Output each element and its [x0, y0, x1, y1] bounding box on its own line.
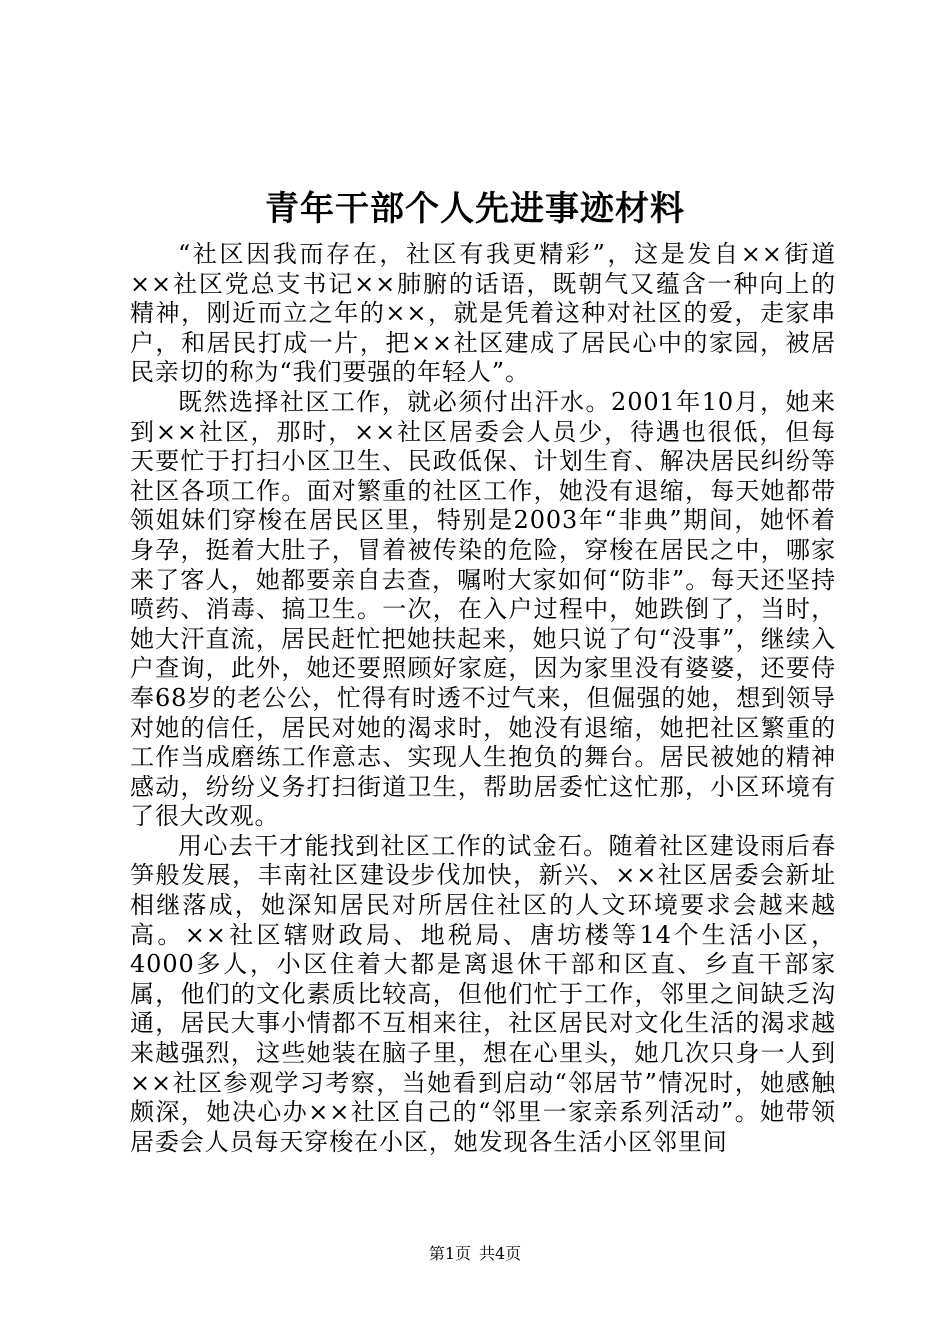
paragraph: 既然选择社区工作，就必须付出汗水。2001年10月，她来到××社区，那时，××社区居委会人员少，待遇也很低，但每天要忙于打扫小区卫生、民政低保、计划生育、解决居民纠纷等社区各项工作。面对繁重的社区工作，她没有退缩，每天她都带领姐妹们穿梭在居民区里，特别是2003年“非典”期间，她怀着身孕，挺着大肚子，冒着被传染的危险，穿梭在居民之中，哪家来了客人，她都要亲自去查，嘱咐大家如何“防非”。每天还坚持喷药、消毒、搞卫生。一次，在入户过程中，她跌倒了，当时，她大汗直流，居民赶忙把她扶起来，她只说了句“没事”，继续入户查询，此外，她还要照顾好家庭，因为家里没有婆婆，还要侍奉68岁的老公公，忙得有时透不过气来，但倔强的她，想到领导对她的信任，居民对她的渴求时，她没有退缩，她把社区繁重的工作当成磨练工作意志、实现人生抱负的舞台。居民被她的精神感动，纷纷义务打扫街道卫生，帮助居委忙这忙那，小区环境有了很大改观。 — [130, 387, 836, 831]
document-body — [130, 240, 836, 1157]
document-title: 青年干部个人先进事迹材料 — [265, 189, 685, 229]
page-footer — [0, 1242, 950, 1266]
paragraph: “社区因我而存在，社区有我更精彩”，这是发自××街道××社区党总支书记××肺腑的话语，既朝气又蕴含一种向上的精神，刚近而立之年的××，就是凭着这种对社区的爱，走家串户，和居民打成一片，把××社区建成了居民心中的家园，被居民亲切的称为“我们要强的年轻人”。 — [130, 240, 836, 387]
page-number: 第1页 — [428, 1244, 471, 1263]
paragraph: 用心去干才能找到社区工作的试金石。随着社区建设雨后春笋般发展，丰南社区建设步伐加快，新兴、××社区居委会新址相继落成，她深知居民对所居住社区的人文环境要求会越来越高。××社区辖财政局、地税局、唐坊楼等14个生活小区，4000多人，小区住着大都是离退休干部和区直、乡直干部家属，他们的文化素质比较高，但他们忙于工作，邻里之间缺乏沟通，居民大事小情都不互相来往，社区居民对文化生活的渴求越来越强烈，这些她装在脑子里，想在心里头，她几次只身一人到××社区参观学习考察，当她看到启动“邻居节”情况时，她感触颇深，她决心办××社区自己的“邻里一家亲系列活动”。她带领居委会人员每天穿梭在小区，她发现各生活小区邻里间 — [130, 831, 836, 1156]
page-total: 共4页 — [479, 1244, 522, 1263]
